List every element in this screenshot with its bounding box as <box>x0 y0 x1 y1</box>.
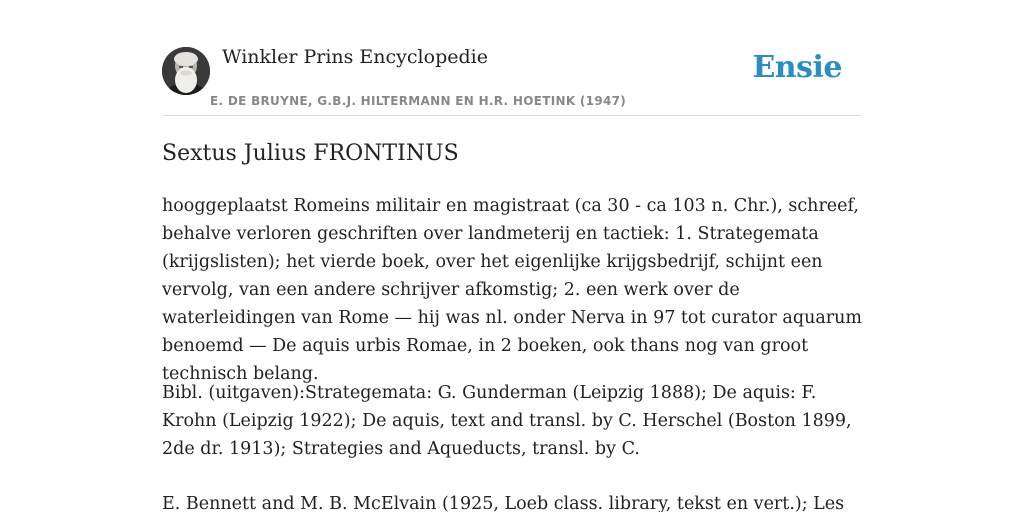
bibliography-paragraph: Bibl. (uitgaven):Strategemata: G. Gunderman (Leipzig 1888); De aquis: F. Krohn (Leipzig 1922); De aquis, text and transl. by C. Herschel (Boston 1899, 2de dr. 1913); Strategies and Aqueducts, transl. by C. <box>162 383 852 459</box>
ensie-logo[interactable]: Ensie <box>752 50 842 85</box>
source-authors: E. DE BRUYNE, G.B.J. HILTERMANN EN H.R. HOETINK (1947) <box>210 94 627 108</box>
bibliography-continued-paragraph: E. Bennett and M. B. McElvain (1925, Loeb class. library, tekst en vert.); Les <box>162 494 845 512</box>
bearded-man-portrait-icon[interactable] <box>162 47 210 95</box>
page-title: Sextus Julius FRONTINUS <box>162 141 459 166</box>
article-paragraph: hooggeplaatst Romeins militair en magistraat (ca 30 - ca 103 n. Chr.), schreef, behalve verloren geschriften over landmeterij en tactiek: 1. Strategemata (krijgslisten); het vierde boek, over het eigenlijke krijgsbedrijf, schijnt een vervolg, van een andere schrijver afkomstig; 2. een werk over de waterleidingen van Rome — hij was nl. onder Nerva in 97 tot curator aquarum benoemd — De aquis urbis Romae, in 2 boeken, ook thans nog van groot technisch belang. <box>162 196 862 384</box>
header <box>162 0 862 116</box>
source-title[interactable]: Winkler Prins Encyclopedie <box>222 46 488 68</box>
content-container <box>162 0 862 512</box>
